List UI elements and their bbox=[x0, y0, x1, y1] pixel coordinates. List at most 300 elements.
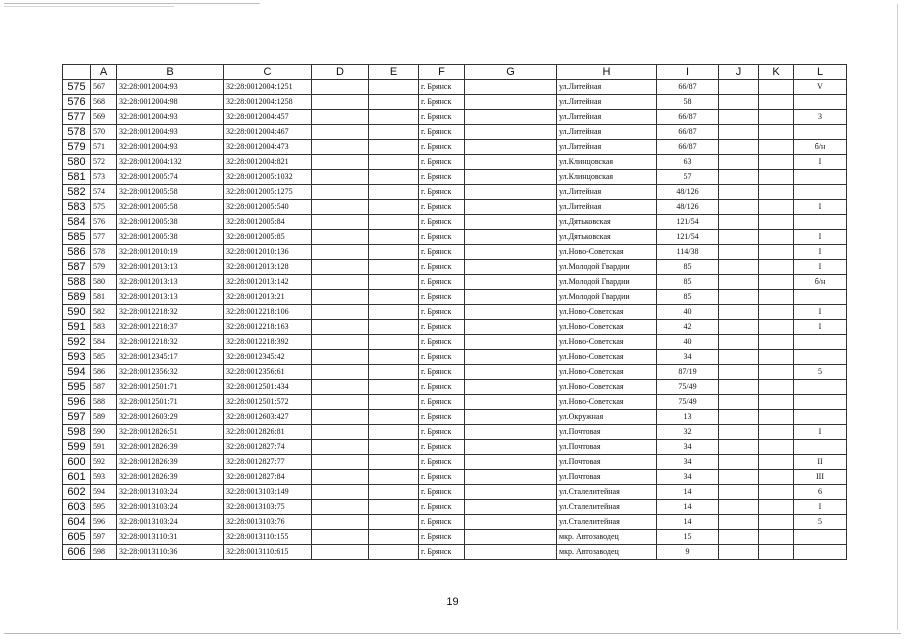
cell-d bbox=[312, 455, 369, 470]
cell-k bbox=[759, 485, 794, 500]
cell-i: 48/126 bbox=[657, 185, 719, 200]
table-row bbox=[63, 170, 847, 185]
table-row bbox=[63, 140, 847, 155]
cell-d bbox=[312, 425, 369, 440]
cell-f: г. Брянск bbox=[419, 245, 465, 260]
cell-l bbox=[794, 380, 847, 395]
cell-k bbox=[759, 395, 794, 410]
cell-i: 121/54 bbox=[657, 215, 719, 230]
cell-g bbox=[465, 395, 557, 410]
cell-g bbox=[465, 500, 557, 515]
column-header-k: K bbox=[759, 65, 794, 80]
cell-a: 586 bbox=[91, 365, 117, 380]
table-row bbox=[63, 350, 847, 365]
cell-f: г. Брянск bbox=[419, 260, 465, 275]
cell-l bbox=[794, 125, 847, 140]
row-number: 586 bbox=[63, 245, 91, 260]
cell-l bbox=[794, 185, 847, 200]
cell-k bbox=[759, 215, 794, 230]
cell-k bbox=[759, 425, 794, 440]
row-number: 578 bbox=[63, 125, 91, 140]
cell-g bbox=[465, 80, 557, 95]
cell-g bbox=[465, 485, 557, 500]
cell-h: ул.Ново-Советская bbox=[557, 395, 657, 410]
cell-k bbox=[759, 110, 794, 125]
cell-b: 32:28:0012013:13 bbox=[117, 275, 224, 290]
cell-h: ул.Сталелитейная bbox=[557, 485, 657, 500]
cell-a: 584 bbox=[91, 335, 117, 350]
row-number: 599 bbox=[63, 440, 91, 455]
column-header-b: B bbox=[117, 65, 224, 80]
table-row bbox=[63, 365, 847, 380]
cell-a: 570 bbox=[91, 125, 117, 140]
cell-g bbox=[465, 545, 557, 560]
cell-g bbox=[465, 515, 557, 530]
cell-c: 32:28:0012013:142 bbox=[224, 275, 312, 290]
cell-d bbox=[312, 395, 369, 410]
cell-f: г. Брянск bbox=[419, 185, 465, 200]
cell-d bbox=[312, 485, 369, 500]
row-number: 575 bbox=[63, 80, 91, 95]
cell-i: 48/126 bbox=[657, 200, 719, 215]
cell-g bbox=[465, 380, 557, 395]
cell-d bbox=[312, 320, 369, 335]
cell-k bbox=[759, 440, 794, 455]
row-number: 584 bbox=[63, 215, 91, 230]
cell-k bbox=[759, 365, 794, 380]
cell-i: 85 bbox=[657, 290, 719, 305]
cell-b: 32:28:0012004:93 bbox=[117, 125, 224, 140]
cell-h: ул.Дятьковская bbox=[557, 215, 657, 230]
cell-k bbox=[759, 320, 794, 335]
cell-j bbox=[719, 485, 759, 500]
cell-e bbox=[369, 545, 419, 560]
cell-c: 32:28:0012004:457 bbox=[224, 110, 312, 125]
cell-l bbox=[794, 215, 847, 230]
cell-l: I bbox=[794, 500, 847, 515]
cell-b: 32:28:0012218:32 bbox=[117, 305, 224, 320]
cell-a: 593 bbox=[91, 470, 117, 485]
cell-d bbox=[312, 80, 369, 95]
cell-g bbox=[465, 275, 557, 290]
cell-g bbox=[465, 230, 557, 245]
cell-i: 14 bbox=[657, 500, 719, 515]
cell-b: 32:28:0012826:39 bbox=[117, 470, 224, 485]
cell-f: г. Брянск bbox=[419, 80, 465, 95]
cell-k bbox=[759, 470, 794, 485]
cell-j bbox=[719, 500, 759, 515]
cell-k bbox=[759, 335, 794, 350]
cell-l: I bbox=[794, 425, 847, 440]
cell-f: г. Брянск bbox=[419, 155, 465, 170]
cell-e bbox=[369, 335, 419, 350]
cell-d bbox=[312, 470, 369, 485]
cell-c: 32:28:0012218:392 bbox=[224, 335, 312, 350]
cell-c: 32:28:0012013:128 bbox=[224, 260, 312, 275]
cell-j bbox=[719, 95, 759, 110]
cell-j bbox=[719, 110, 759, 125]
cell-l bbox=[794, 290, 847, 305]
cell-d bbox=[312, 185, 369, 200]
cell-h: ул.Литейная bbox=[557, 80, 657, 95]
table-row bbox=[63, 500, 847, 515]
row-number: 576 bbox=[63, 95, 91, 110]
cell-a: 582 bbox=[91, 305, 117, 320]
cell-h: ул.Молодой Гвардии bbox=[557, 290, 657, 305]
cell-c: 32:28:0012218:163 bbox=[224, 320, 312, 335]
row-number: 587 bbox=[63, 260, 91, 275]
cell-l: I bbox=[794, 305, 847, 320]
right-rule bbox=[897, 4, 898, 630]
cell-g bbox=[465, 155, 557, 170]
cell-b: 32:28:0013103:24 bbox=[117, 515, 224, 530]
cell-e bbox=[369, 230, 419, 245]
cell-d bbox=[312, 290, 369, 305]
cell-l: б/н bbox=[794, 275, 847, 290]
cell-c: 32:28:0012501:572 bbox=[224, 395, 312, 410]
cell-d bbox=[312, 230, 369, 245]
cell-k bbox=[759, 410, 794, 425]
cell-c: 32:28:0013103:76 bbox=[224, 515, 312, 530]
cell-j bbox=[719, 470, 759, 485]
cell-j bbox=[719, 230, 759, 245]
cell-g bbox=[465, 470, 557, 485]
cell-c: 32:28:0012218:106 bbox=[224, 305, 312, 320]
cell-j bbox=[719, 245, 759, 260]
cell-f: г. Брянск bbox=[419, 140, 465, 155]
cell-d bbox=[312, 380, 369, 395]
cell-c: 32:28:0012013:21 bbox=[224, 290, 312, 305]
cell-a: 591 bbox=[91, 440, 117, 455]
cell-j bbox=[719, 155, 759, 170]
cell-l: 5 bbox=[794, 365, 847, 380]
column-header-f: F bbox=[419, 65, 465, 80]
row-number: 592 bbox=[63, 335, 91, 350]
cell-c: 32:28:0013110:615 bbox=[224, 545, 312, 560]
cell-f: г. Брянск bbox=[419, 125, 465, 140]
cell-d bbox=[312, 170, 369, 185]
cell-j bbox=[719, 425, 759, 440]
cell-d bbox=[312, 530, 369, 545]
cell-i: 63 bbox=[657, 155, 719, 170]
cell-k bbox=[759, 125, 794, 140]
row-number: 583 bbox=[63, 200, 91, 215]
cell-d bbox=[312, 125, 369, 140]
cell-g bbox=[465, 365, 557, 380]
cell-k bbox=[759, 200, 794, 215]
cell-j bbox=[719, 200, 759, 215]
cell-b: 32:28:0012010:19 bbox=[117, 245, 224, 260]
cell-e bbox=[369, 350, 419, 365]
cell-h: мкр. Автозаводец bbox=[557, 545, 657, 560]
cell-h: ул.Окружная bbox=[557, 410, 657, 425]
cell-e bbox=[369, 500, 419, 515]
cell-b: 32:28:0012345:17 bbox=[117, 350, 224, 365]
cell-e bbox=[369, 470, 419, 485]
cell-i: 87/19 bbox=[657, 365, 719, 380]
cell-k bbox=[759, 455, 794, 470]
cell-j bbox=[719, 530, 759, 545]
cell-j bbox=[719, 320, 759, 335]
cell-h: ул.Почтовая bbox=[557, 440, 657, 455]
row-number: 603 bbox=[63, 500, 91, 515]
cell-f: г. Брянск bbox=[419, 170, 465, 185]
cell-i: 114/38 bbox=[657, 245, 719, 260]
cell-h: ул.Почтовая bbox=[557, 470, 657, 485]
row-number: 582 bbox=[63, 185, 91, 200]
cell-e bbox=[369, 200, 419, 215]
row-number: 594 bbox=[63, 365, 91, 380]
cell-i: 40 bbox=[657, 335, 719, 350]
cell-h: ул.Почтовая bbox=[557, 455, 657, 470]
cell-j bbox=[719, 515, 759, 530]
cell-b: 32:28:0012826:51 bbox=[117, 425, 224, 440]
table-row bbox=[63, 230, 847, 245]
cell-j bbox=[719, 545, 759, 560]
cell-k bbox=[759, 275, 794, 290]
cell-j bbox=[719, 395, 759, 410]
table-body bbox=[63, 80, 847, 560]
cell-i: 75/49 bbox=[657, 380, 719, 395]
cell-i: 32 bbox=[657, 425, 719, 440]
cell-a: 579 bbox=[91, 260, 117, 275]
cell-e bbox=[369, 275, 419, 290]
row-number: 604 bbox=[63, 515, 91, 530]
cell-l: I bbox=[794, 230, 847, 245]
cell-a: 574 bbox=[91, 185, 117, 200]
cell-j bbox=[719, 125, 759, 140]
cell-b: 32:28:0012013:13 bbox=[117, 290, 224, 305]
cell-f: г. Брянск bbox=[419, 365, 465, 380]
cell-c: 32:28:0012004:1251 bbox=[224, 80, 312, 95]
cell-h: ул.Молодой Гвардии bbox=[557, 260, 657, 275]
column-header-a: A bbox=[91, 65, 117, 80]
cell-c: 32:28:0012004:1258 bbox=[224, 95, 312, 110]
cell-k bbox=[759, 350, 794, 365]
row-number: 589 bbox=[63, 290, 91, 305]
cell-b: 32:28:0012218:37 bbox=[117, 320, 224, 335]
cell-h: ул.Ново-Советская bbox=[557, 305, 657, 320]
cell-j bbox=[719, 170, 759, 185]
row-number: 580 bbox=[63, 155, 91, 170]
table-row bbox=[63, 410, 847, 425]
cell-j bbox=[719, 410, 759, 425]
cell-l: б/н bbox=[794, 140, 847, 155]
cell-i: 40 bbox=[657, 305, 719, 320]
cell-l: V bbox=[794, 80, 847, 95]
cell-f: г. Брянск bbox=[419, 290, 465, 305]
column-header-i: I bbox=[657, 65, 719, 80]
cell-a: 590 bbox=[91, 425, 117, 440]
cell-h: ул.Ново-Советская bbox=[557, 320, 657, 335]
cell-b: 32:28:0012501:71 bbox=[117, 395, 224, 410]
cell-i: 85 bbox=[657, 275, 719, 290]
top-rule-secondary bbox=[4, 6, 174, 7]
cell-k bbox=[759, 80, 794, 95]
cell-g bbox=[465, 455, 557, 470]
cell-b: 32:28:0012005:58 bbox=[117, 185, 224, 200]
cell-l: II bbox=[794, 455, 847, 470]
cell-b: 32:28:0013110:31 bbox=[117, 530, 224, 545]
cell-d bbox=[312, 440, 369, 455]
cell-f: г. Брянск bbox=[419, 545, 465, 560]
cell-a: 568 bbox=[91, 95, 117, 110]
table-row bbox=[63, 485, 847, 500]
cell-j bbox=[719, 290, 759, 305]
cell-d bbox=[312, 335, 369, 350]
cell-g bbox=[465, 215, 557, 230]
cell-d bbox=[312, 200, 369, 215]
column-header-j: J bbox=[719, 65, 759, 80]
cell-d bbox=[312, 305, 369, 320]
cell-e bbox=[369, 530, 419, 545]
cell-a: 596 bbox=[91, 515, 117, 530]
cell-e bbox=[369, 395, 419, 410]
cell-l bbox=[794, 335, 847, 350]
cell-e bbox=[369, 320, 419, 335]
table-row bbox=[63, 440, 847, 455]
cell-e bbox=[369, 245, 419, 260]
column-header-row bbox=[63, 65, 847, 80]
cell-c: 32:28:0012004:821 bbox=[224, 155, 312, 170]
cell-k bbox=[759, 245, 794, 260]
cell-h: ул.Литейная bbox=[557, 140, 657, 155]
cell-d bbox=[312, 110, 369, 125]
table-row bbox=[63, 305, 847, 320]
cell-h: ул.Молодой Гвардии bbox=[557, 275, 657, 290]
cell-a: 585 bbox=[91, 350, 117, 365]
cell-b: 32:28:0012004:93 bbox=[117, 110, 224, 125]
cell-h: ул.Клинцовская bbox=[557, 155, 657, 170]
cell-h: ул.Ново-Советская bbox=[557, 380, 657, 395]
cell-b: 32:28:0012005:58 bbox=[117, 200, 224, 215]
cell-e bbox=[369, 455, 419, 470]
cell-d bbox=[312, 350, 369, 365]
cell-g bbox=[465, 290, 557, 305]
cell-f: г. Брянск bbox=[419, 425, 465, 440]
cell-b: 32:28:0012603:29 bbox=[117, 410, 224, 425]
cell-l bbox=[794, 410, 847, 425]
cell-a: 595 bbox=[91, 500, 117, 515]
cell-g bbox=[465, 125, 557, 140]
cell-b: 32:28:0013103:24 bbox=[117, 485, 224, 500]
cell-f: г. Брянск bbox=[419, 200, 465, 215]
cell-l bbox=[794, 530, 847, 545]
table-row bbox=[63, 260, 847, 275]
cell-a: 597 bbox=[91, 530, 117, 545]
cell-e bbox=[369, 170, 419, 185]
row-number: 605 bbox=[63, 530, 91, 545]
table-row bbox=[63, 455, 847, 470]
cell-e bbox=[369, 110, 419, 125]
cell-d bbox=[312, 275, 369, 290]
table-row bbox=[63, 530, 847, 545]
cell-a: 573 bbox=[91, 170, 117, 185]
cell-k bbox=[759, 185, 794, 200]
cell-l: I bbox=[794, 200, 847, 215]
cell-j bbox=[719, 215, 759, 230]
cell-f: г. Брянск bbox=[419, 275, 465, 290]
row-number: 590 bbox=[63, 305, 91, 320]
cell-k bbox=[759, 380, 794, 395]
cell-f: г. Брянск bbox=[419, 215, 465, 230]
table-row bbox=[63, 185, 847, 200]
cell-j bbox=[719, 335, 759, 350]
cell-f: г. Брянск bbox=[419, 515, 465, 530]
cell-e bbox=[369, 260, 419, 275]
cell-c: 32:28:0012827:84 bbox=[224, 470, 312, 485]
cell-b: 32:28:0012218:32 bbox=[117, 335, 224, 350]
cell-f: г. Брянск bbox=[419, 455, 465, 470]
cell-a: 583 bbox=[91, 320, 117, 335]
cell-i: 66/87 bbox=[657, 110, 719, 125]
table-row bbox=[63, 95, 847, 110]
cell-h: ул.Почтовая bbox=[557, 425, 657, 440]
cell-g bbox=[465, 200, 557, 215]
row-number: 577 bbox=[63, 110, 91, 125]
cell-i: 57 bbox=[657, 170, 719, 185]
row-number: 597 bbox=[63, 410, 91, 425]
cell-c: 32:28:0013103:149 bbox=[224, 485, 312, 500]
table-row bbox=[63, 155, 847, 170]
table-row bbox=[63, 380, 847, 395]
cell-j bbox=[719, 185, 759, 200]
cell-h: ул.Сталелитейная bbox=[557, 500, 657, 515]
cell-h: ул.Сталелитейная bbox=[557, 515, 657, 530]
table-row bbox=[63, 425, 847, 440]
cell-f: г. Брянск bbox=[419, 95, 465, 110]
cell-e bbox=[369, 485, 419, 500]
bottom-rule bbox=[4, 633, 901, 634]
cell-e bbox=[369, 95, 419, 110]
cell-k bbox=[759, 305, 794, 320]
cell-f: г. Брянск bbox=[419, 320, 465, 335]
cell-d bbox=[312, 215, 369, 230]
cell-c: 32:28:0012827:74 bbox=[224, 440, 312, 455]
cell-h: ул.Литейная bbox=[557, 95, 657, 110]
cell-l: 3 bbox=[794, 110, 847, 125]
table-row bbox=[63, 215, 847, 230]
cell-h: ул.Дятьковская bbox=[557, 230, 657, 245]
cell-k bbox=[759, 290, 794, 305]
cell-d bbox=[312, 545, 369, 560]
column-header-h: H bbox=[557, 65, 657, 80]
cell-k bbox=[759, 170, 794, 185]
cell-i: 85 bbox=[657, 260, 719, 275]
cell-j bbox=[719, 440, 759, 455]
cell-h: ул.Литейная bbox=[557, 185, 657, 200]
cell-l bbox=[794, 440, 847, 455]
cell-e bbox=[369, 365, 419, 380]
cell-a: 567 bbox=[91, 80, 117, 95]
table-row bbox=[63, 470, 847, 485]
cell-l bbox=[794, 545, 847, 560]
cell-j bbox=[719, 140, 759, 155]
table-row bbox=[63, 200, 847, 215]
table-row bbox=[63, 290, 847, 305]
cell-i: 34 bbox=[657, 350, 719, 365]
cell-i: 9 bbox=[657, 545, 719, 560]
page-number: 19 bbox=[446, 596, 459, 608]
cell-l bbox=[794, 95, 847, 110]
table-row bbox=[63, 245, 847, 260]
cell-c: 32:28:0012356:61 bbox=[224, 365, 312, 380]
cell-a: 581 bbox=[91, 290, 117, 305]
column-header-l: L bbox=[794, 65, 847, 80]
cell-b: 32:28:0012004:93 bbox=[117, 140, 224, 155]
cell-g bbox=[465, 410, 557, 425]
cell-i: 34 bbox=[657, 455, 719, 470]
